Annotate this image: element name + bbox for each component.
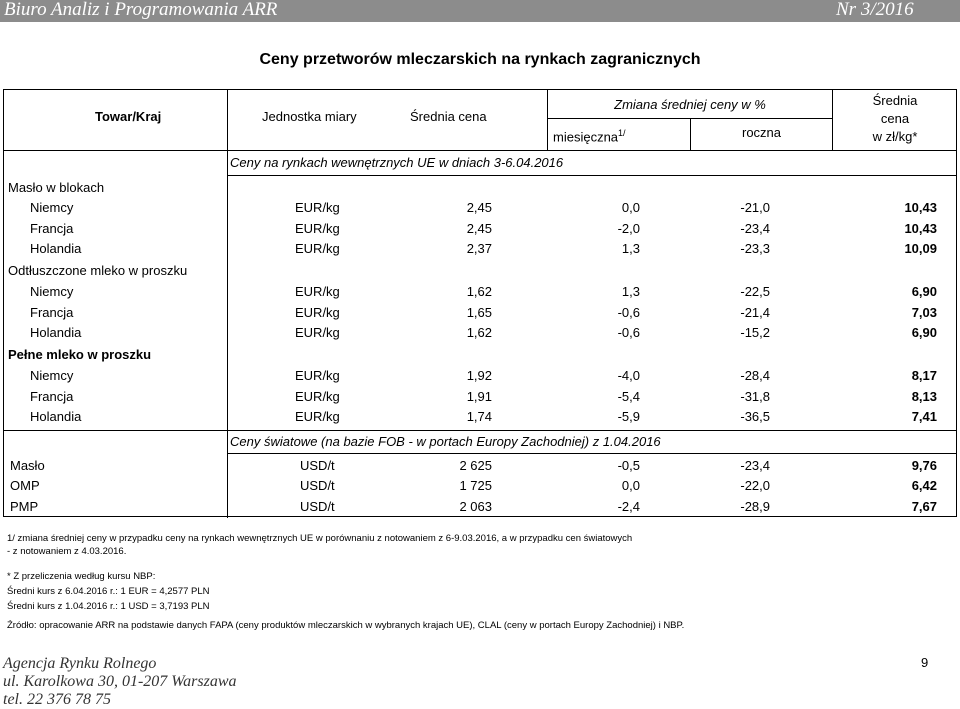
row-yearly-change: -23,4	[740, 458, 770, 473]
row-yearly-change: -22,0	[740, 478, 770, 493]
row-yearly-change: -23,3	[740, 241, 770, 256]
page-number: 9	[921, 655, 929, 670]
col-divider-unit	[227, 89, 228, 518]
col-header-yearly: roczna	[741, 125, 782, 140]
section1-title: Ceny na rynkach wewnętrznych UE w dniach 3-6.04.2016	[230, 155, 564, 170]
row-country: Francja	[30, 221, 74, 236]
row-unit: EUR/kg	[295, 305, 340, 320]
row-pln-price: 10,09	[904, 241, 937, 256]
row-unit: EUR/kg	[295, 221, 340, 236]
row-yearly-change: -28,9	[740, 499, 770, 514]
footer-phone: tel. 22 376 78 75	[3, 691, 111, 708]
row-unit: EUR/kg	[295, 284, 340, 299]
row-monthly-change: -2,0	[617, 221, 640, 236]
row-pln-price: 6,90	[911, 284, 937, 299]
section2-title: Ceny światowe (na bazie FOB - w portach Europy Zachodniej) z 1.04.2016	[230, 434, 661, 449]
row-yearly-change: -36,5	[740, 409, 770, 424]
row-monthly-change: -5,4	[617, 389, 640, 404]
header-bottom-rule	[3, 150, 957, 151]
section2-top-rule	[3, 430, 957, 431]
row-monthly-change: -0,5	[617, 458, 640, 473]
row-pln-price: 7,67	[911, 499, 937, 514]
row-yearly-change: -21,4	[740, 305, 770, 320]
row-pln-price: 7,41	[911, 409, 937, 424]
row-yearly-change: -21,0	[740, 200, 770, 215]
row-yearly-change: -22,5	[740, 284, 770, 299]
row-price: 1,65	[466, 305, 492, 320]
col-header-monthly	[553, 124, 626, 146]
row-pln-price: 7,03	[911, 305, 937, 320]
row-country: Niemcy	[30, 368, 74, 383]
row-unit: EUR/kg	[295, 200, 340, 215]
row-country: Niemcy	[30, 200, 74, 215]
row-country: Niemcy	[30, 284, 74, 299]
row-monthly-change: 1,3	[621, 241, 640, 256]
row-country: Francja	[30, 389, 74, 404]
col-header-avg-price: Średnia cena	[410, 109, 487, 124]
header-publisher: Biuro Analiz i Programowania ARR	[4, 0, 278, 20]
col-header-monthly-footnote-ref: 1/	[618, 128, 626, 138]
row-unit: USD/t	[300, 499, 335, 514]
row-monthly-change: 1,3	[621, 284, 640, 299]
row-yearly-change: -28,4	[740, 368, 770, 383]
col-header-pln-line2: cena	[880, 111, 910, 126]
row-price: 1,74	[466, 409, 492, 424]
row-product: PMP	[10, 499, 39, 514]
row-pln-price: 10,43	[904, 221, 937, 236]
col-header-pln-line3: w zł/kg*	[872, 129, 918, 144]
row-unit: USD/t	[300, 458, 335, 473]
row-pln-price: 8,17	[911, 368, 937, 383]
row-price: 1,62	[466, 284, 492, 299]
header-issue: Nr 3/2016	[836, 0, 914, 20]
col-header-unit: Jednostka miary	[262, 109, 357, 124]
page-header-bar	[0, 0, 960, 22]
group-title: Pełne mleko w proszku	[8, 347, 152, 362]
row-price: 1,92	[466, 368, 492, 383]
row-price: 2,45	[466, 221, 492, 236]
row-price: 1,91	[466, 389, 492, 404]
page-title: Ceny przetworów mleczarskich na rynkach zagranicznych	[259, 51, 701, 68]
row-unit: EUR/kg	[295, 241, 340, 256]
row-unit: USD/t	[300, 478, 335, 493]
row-unit: EUR/kg	[295, 325, 340, 340]
row-country: Holandia	[30, 409, 82, 424]
footnote-1-line2: - z notowaniem z 4.03.2016.	[7, 546, 127, 557]
section2-title-rule	[227, 453, 957, 454]
row-monthly-change: -0,6	[617, 305, 640, 320]
footnote-eur-rate: Średni kurs z 6.04.2016 r.: 1 EUR = 4,2577 PLN	[7, 586, 210, 597]
row-price: 1 725	[459, 478, 492, 493]
section1-title-rule	[227, 175, 957, 176]
group-title: Odtłuszczone mleko w proszku	[8, 263, 188, 278]
row-pln-price: 9,76	[911, 458, 937, 473]
row-yearly-change: -23,4	[740, 221, 770, 236]
footnote-usd-rate: Średni kurs z 1.04.2016 r.: 1 USD = 3,7193 PLN	[7, 601, 210, 612]
row-unit: EUR/kg	[295, 409, 340, 424]
row-monthly-change: -2,4	[617, 499, 640, 514]
row-product: OMP	[10, 478, 40, 493]
footer-address: ul. Karolkowa 30, 01-207 Warszawa	[3, 673, 237, 690]
footnote-1-line1: 1/ zmiana średniej ceny w przypadku ceny na rynkach wewnętrznych UE w porównaniu z notowaniem z 6-9.03.2016, a w przypadku cen światowych	[7, 533, 633, 544]
row-country: Francja	[30, 305, 74, 320]
row-country: Holandia	[30, 325, 82, 340]
row-price: 2,45	[466, 200, 492, 215]
footnote-exchange-note: * Z przeliczenia według kursu NBP:	[7, 571, 156, 582]
row-monthly-change: 0,0	[621, 478, 640, 493]
row-pln-price: 10,43	[904, 200, 937, 215]
row-price: 2,37	[466, 241, 492, 256]
row-pln-price: 6,42	[911, 478, 937, 493]
row-product: Masło	[10, 458, 45, 473]
row-price: 1,62	[466, 325, 492, 340]
col-header-monthly-label: miesięczna	[553, 129, 619, 145]
footnote-source: Źródło: opracowanie ARR na podstawie danych FAPA (ceny produktów mleczarskich w wybranych krajach UE), CLAL (ceny w portach Europy Zachodniej) i NBP.	[7, 620, 685, 631]
row-monthly-change: -0,6	[617, 325, 640, 340]
row-unit: EUR/kg	[295, 368, 340, 383]
row-yearly-change: -31,8	[740, 389, 770, 404]
row-yearly-change: -15,2	[740, 325, 770, 340]
col-header-change: Zmiana średniej ceny w %	[614, 97, 766, 112]
group-title: Masło w blokach	[8, 180, 105, 195]
row-unit: EUR/kg	[295, 389, 340, 404]
row-pln-price: 8,13	[911, 389, 937, 404]
row-pln-price: 6,90	[911, 325, 937, 340]
col-header-pln-line1: Średnia	[872, 93, 918, 108]
row-price: 2 625	[459, 458, 492, 473]
row-country: Holandia	[30, 241, 82, 256]
row-price: 2 063	[459, 499, 492, 514]
row-monthly-change: 0,0	[621, 200, 640, 215]
col-header-product: Towar/Kraj	[95, 109, 162, 124]
footer-agency: Agencja Rynku Rolnego	[3, 655, 157, 672]
row-monthly-change: -5,9	[617, 409, 640, 424]
row-monthly-change: -4,0	[617, 368, 640, 383]
